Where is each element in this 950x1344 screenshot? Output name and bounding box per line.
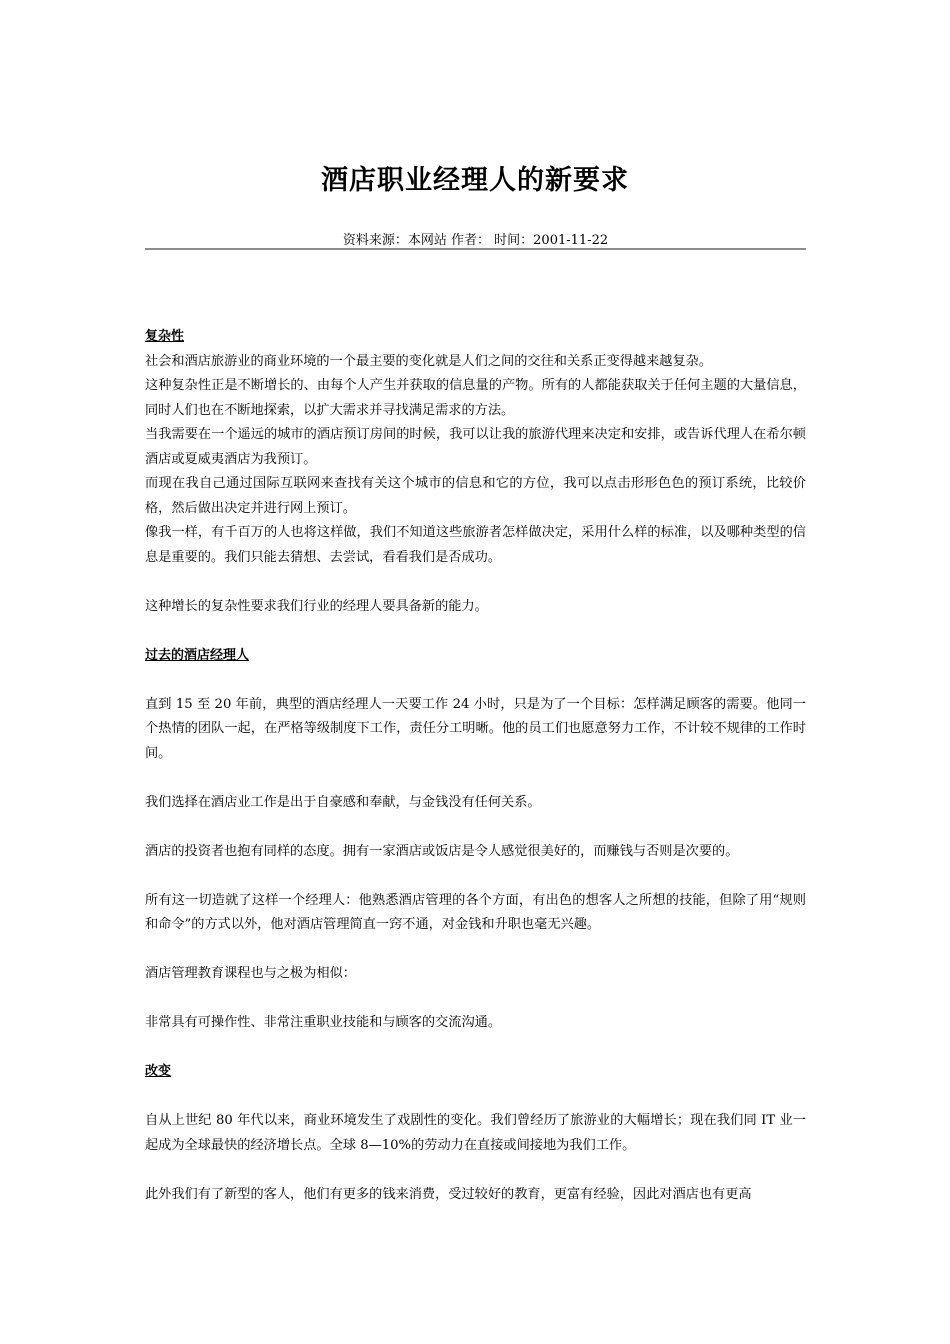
spacer xyxy=(145,766,806,791)
spacer xyxy=(145,668,806,693)
section-heading-complexity: 复杂性 xyxy=(145,329,185,344)
spacer xyxy=(145,1036,806,1061)
spacer xyxy=(145,570,806,595)
document-meta: 资料来源：本网站 作者： 时间：2001-11-22 xyxy=(342,233,609,248)
section-heading-change: 改变 xyxy=(145,1064,172,1079)
spacer xyxy=(145,1158,806,1183)
paragraph: 自从上世纪 80 年代以来，商业环境发生了戏剧性的变化。我们曾经历了旅游业的大幅增长；现在我们同 IT 业一起成为全球最快的经济增长点。全球 8—10%的劳动力在直接或间接地为我们工作。 xyxy=(145,1113,806,1153)
spacer xyxy=(145,1085,806,1110)
article-body xyxy=(145,325,806,1207)
paragraph: 非常具有可操作性、非常注重职业技能和与顾客的交流沟通。 xyxy=(145,1015,502,1030)
paragraph: 酒店的投资者也抱有同样的态度。拥有一家酒店或饭店是令人感觉很美好的，而赚钱与否则是次要的。 xyxy=(145,843,739,859)
paragraph: 像我一样，有千百万的人也将这样做，我们不知道这些旅游者怎样做决定，采用什么样的标准，以及哪种类型的信息是重要的。我们只能去猜想、去尝试，看看我们是否成功。 xyxy=(145,525,806,565)
paragraph: 这种增长的复杂性要求我们行业的经理人要具备新的能力。 xyxy=(145,598,488,614)
paragraph: 我们选择在酒店业工作是出于自豪感和奉献，与金钱没有任何关系。 xyxy=(145,794,541,810)
spacer xyxy=(145,864,806,889)
paragraph: 此外我们有了新型的客人，他们有更多的钱来消费，受过较好的教育，更富有经验，因此对酒店也有更高 xyxy=(145,1186,752,1202)
paragraph: 所有这一切造就了这样一个经理人：他熟悉酒店管理的各个方面，有出色的想客人之所想的技能，但除了用“规则和命令”的方式以外，他对酒店管理简直一窍不通，对金钱和升职也毫无兴趣。 xyxy=(145,892,806,932)
paragraph: 社会和酒店旅游业的商业环境的一个最主要的变化就是人们之间的交往和关系正变得越来越复杂。 xyxy=(145,353,713,369)
spacer xyxy=(145,815,806,840)
spacer xyxy=(145,987,806,1012)
spacer xyxy=(145,619,806,644)
section-heading-past-manager: 过去的酒店经理人 xyxy=(145,647,250,663)
paragraph: 直到 15 至 20 年前，典型的酒店经理人一天要工作 24 小时，只是为了一个目标：怎样满足顾客的需要。他同一个热情的团队一起，在严格等级制度下工作，责任分工明晰。他的员工们也愿意努力工作，不计较不规律的工作时间。 xyxy=(145,696,806,761)
paragraph: 酒店管理教育课程也与之极为相似： xyxy=(145,966,356,981)
header-divider xyxy=(145,248,806,250)
paragraph: 而现在我自己通过国际互联网来查找有关这个城市的信息和它的方位，我可以点击形形色色的预订系统，比较价格，然后做出决定并进行网上预订。 xyxy=(145,476,806,516)
paragraph: 当我需要在一个遥远的城市的酒店预订房间的时候，我可以让我的旅游代理来决定和安排，或告诉代理人在希尔顿酒店或夏威夷酒店为我预订。 xyxy=(145,427,806,467)
paragraph: 这种复杂性正是不断增长的、由每个人产生并获取的信息量的产物。所有的人都能获取关于任何主题的大量信息，同时人们也在不断地探索，以扩大需求并寻找满足需求的方法。 xyxy=(145,378,806,418)
spacer xyxy=(145,938,806,963)
document-title: 酒店职业经理人的新要求 xyxy=(321,165,629,196)
